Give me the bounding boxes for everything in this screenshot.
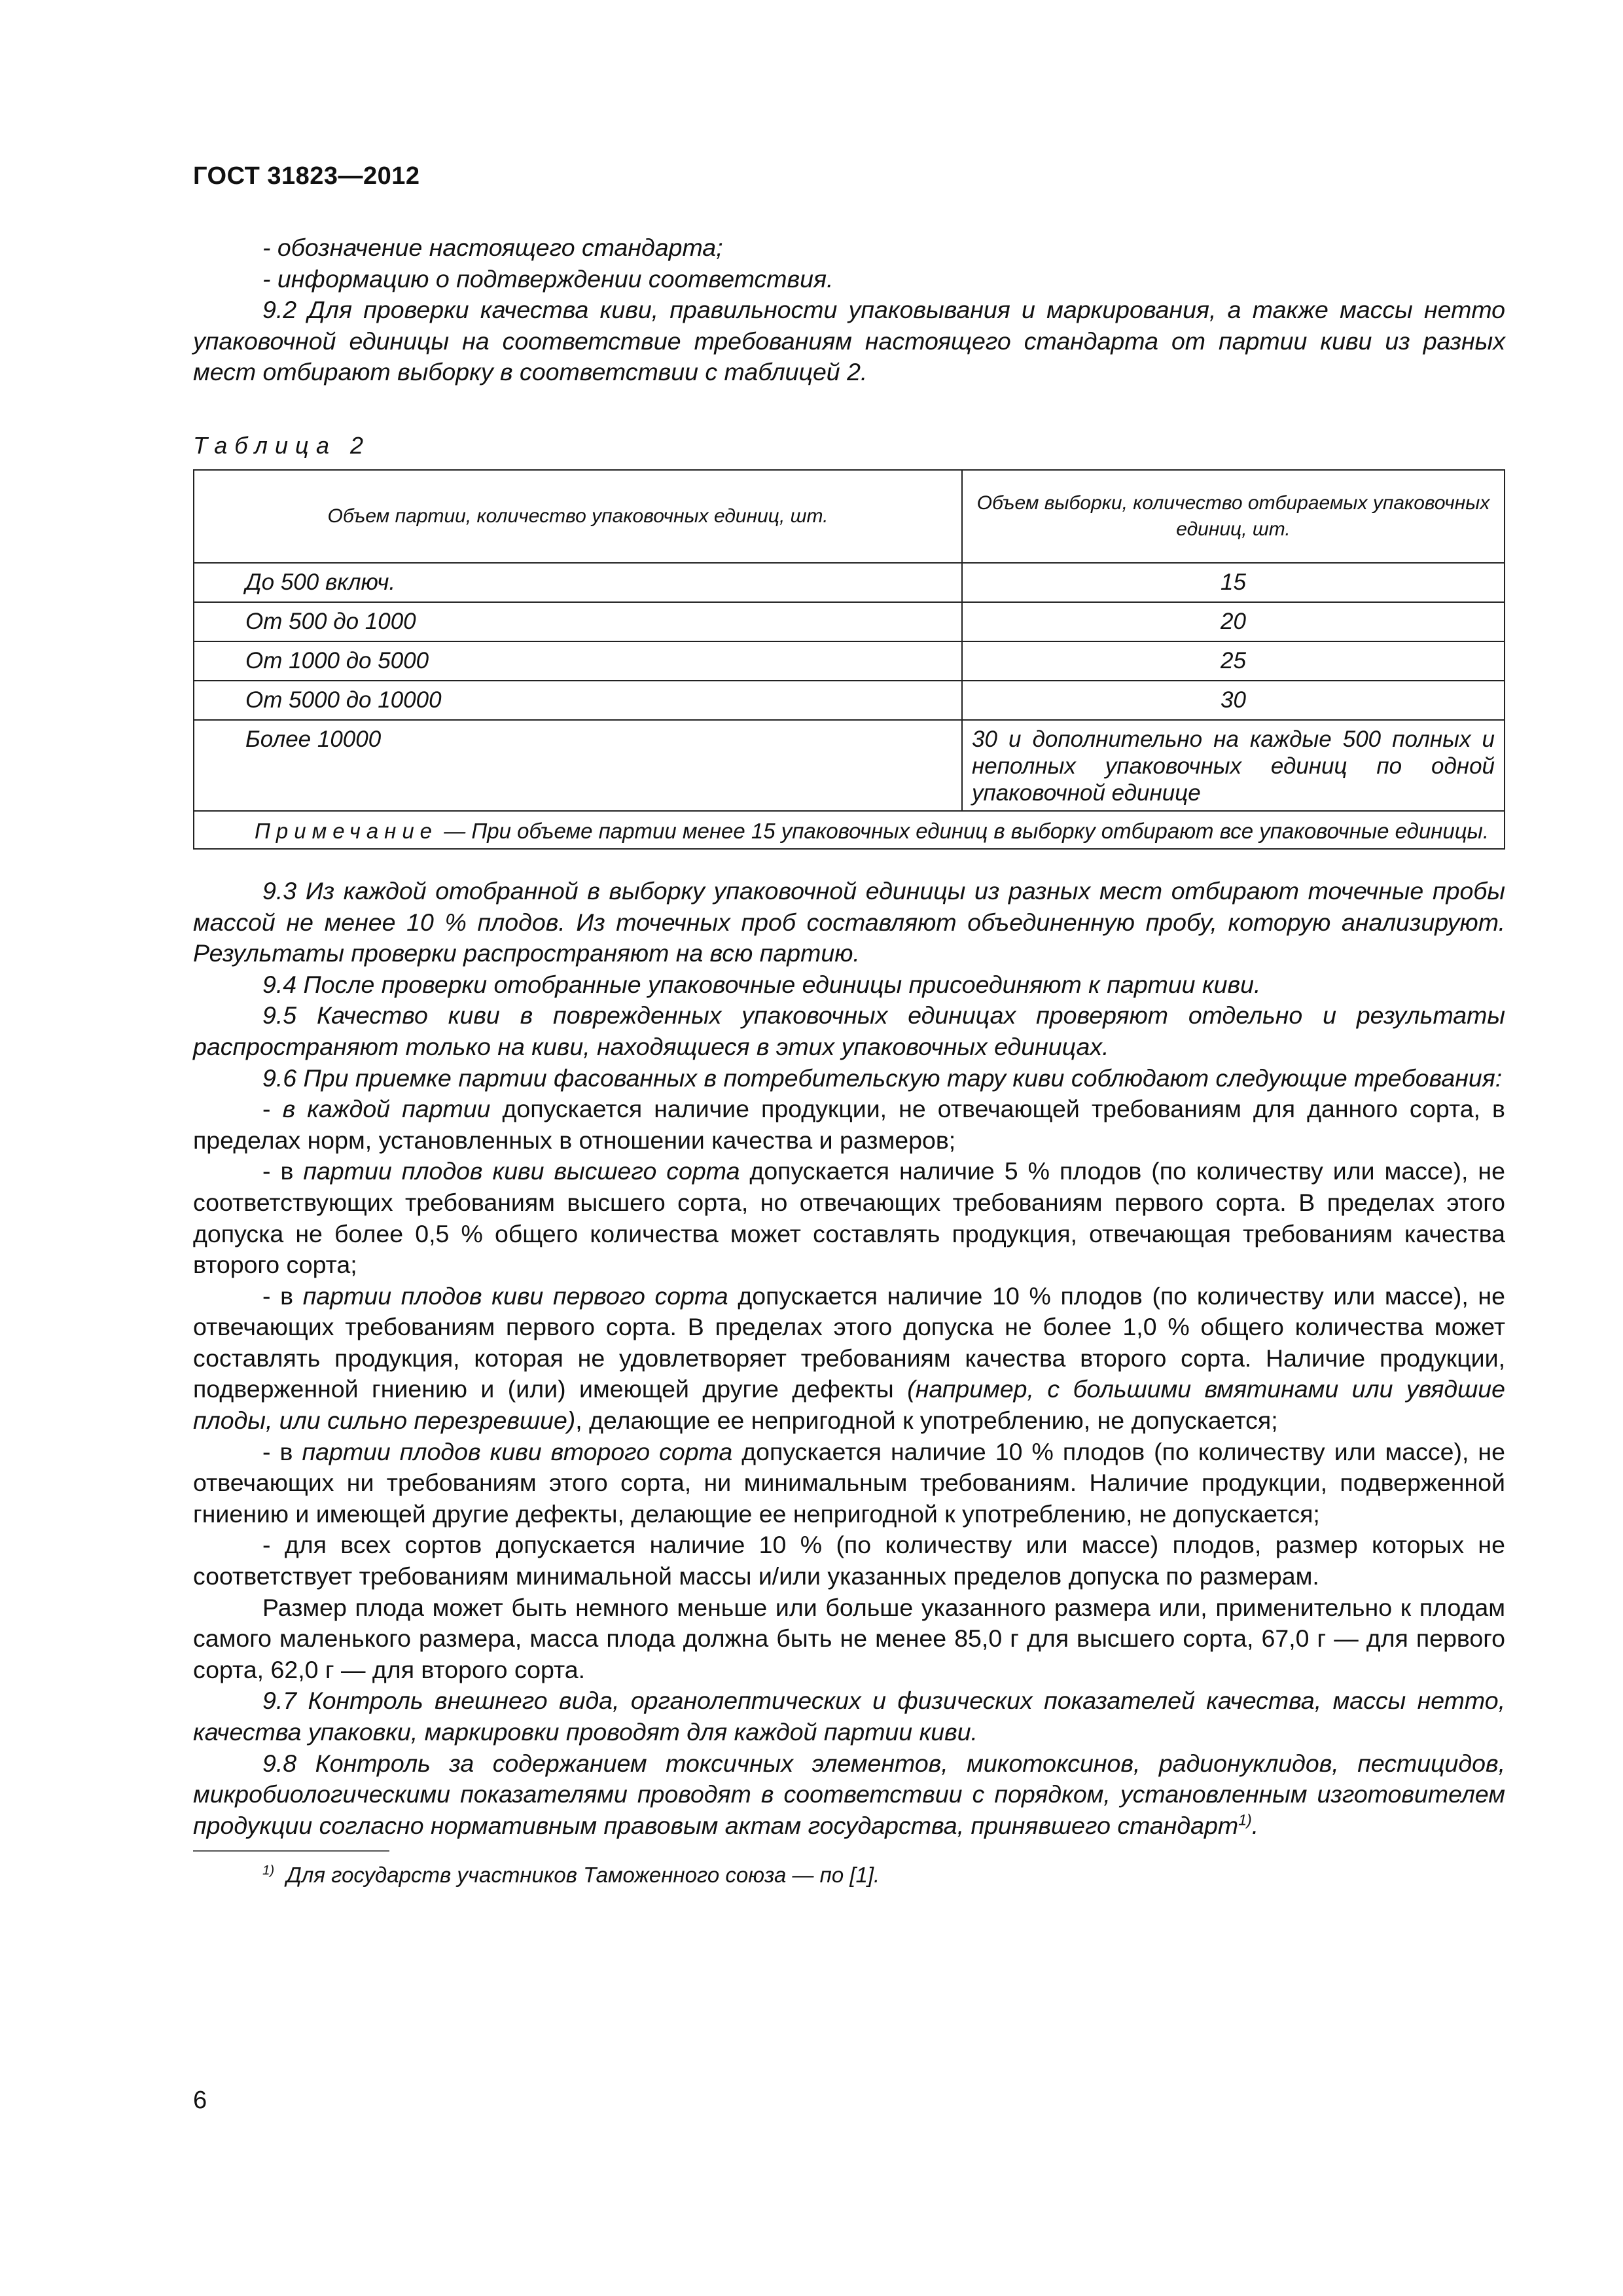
- emphasis: партии плодов киви первого сорта: [302, 1282, 728, 1310]
- size-paragraph: Размер плода может быть немного меньше или больше указанного размера или, применительно к плодам самого маленького размера, масса плода должна быть не менее 85,0 г для высшего сорта, 67,0 г — для первого сорта, 62,0 г — для второго сорта.: [193, 1593, 1505, 1683]
- table-cell: От 5000 до 10000: [194, 681, 962, 720]
- emphasis: в каждой партии: [282, 1095, 491, 1123]
- document-id: ГОСТ 31823—2012: [193, 162, 420, 190]
- emphasis: партии плодов киви высшего сорта: [303, 1157, 740, 1185]
- requirement-item: [193, 1281, 1505, 1437]
- footnote-number: 1): [262, 1863, 275, 1878]
- footnote-divider: [193, 1850, 389, 1852]
- footnote-text: Для государств участников Таможенного союза — по [1].: [286, 1863, 880, 1888]
- table-header-row: [194, 470, 1505, 563]
- table-note-row: [194, 811, 1505, 849]
- emphasis: партии плодов киви второго сорта: [302, 1437, 733, 1465]
- requirement-item: [193, 1156, 1505, 1280]
- paragraph-9-7: 9.7 Контроль внешнего вида, органолептических и физических показателей качества, массы нетто, качества упаковки, маркировки проводят для каждой партии киви.: [193, 1687, 1505, 1746]
- table-cell: Более 10000: [194, 720, 962, 811]
- table-cell: От 500 до 1000: [194, 602, 962, 641]
- table-header-cell: Объем партии, количество упаковочных единиц, шт.: [194, 470, 962, 563]
- dash: - в: [262, 1157, 304, 1185]
- table-row: [194, 641, 1505, 681]
- sampling-table: [193, 469, 1505, 850]
- table-cell: 20: [962, 602, 1505, 641]
- note-text: — При объеме партии менее 15 упаковочных единиц в выборку отбирают все упаковочные единицы.: [438, 818, 1489, 843]
- requirement-text: , делающие ее непригодной к употреблению, не допускается;: [575, 1407, 1278, 1435]
- table-cell: 30: [962, 681, 1505, 720]
- paragraph-9-6: 9.6 При приемке партии фасованных в потребительскую тару киви соблюдают следующие требования:: [262, 1064, 1503, 1092]
- table-row: [194, 563, 1505, 602]
- table-row: [194, 602, 1505, 641]
- requirement-item: - для всех сортов допускается наличие 10 % (по количеству или массе) плодов, размер которых не соответствует требованиям минимальной массы и/или указанных пределов допуска по размерам.: [193, 1531, 1505, 1590]
- table-cell: До 500 включ.: [194, 563, 962, 602]
- paragraph-9-4: 9.4 После проверки отобранные упаковочные единицы присоединяют к партии киви.: [262, 970, 1261, 998]
- dash: - в: [262, 1437, 302, 1465]
- table-row: [194, 681, 1505, 720]
- requirement-text: допускается наличие 10 % плодов (по количеству или массе), не отвечающих требованиям первого сорта. В пределах этого допуска не более 1,0 % общего количества может составлять продукция, которая не удовлетворяет требованиям качества второго сорта. Наличие продукции, подверженной гниению и (или) имеющей другие дефекты: [193, 1282, 1505, 1403]
- requirement-text: допускается наличие продукции, не отвечающей требованиям для данного сорта, в пределах норм, установленных в отношении качества и размеров;: [193, 1095, 1505, 1154]
- period: .: [1251, 1811, 1259, 1839]
- list-item: - информацию о подтверждении соответствия.: [262, 264, 834, 293]
- requirement-text: допускается наличие 5 % плодов (по количеству или массе), не соответствующих требованиям высшего сорта, но отвечающих требованиям первого сорта. В пределах этого допуска не более 0,5 % общего количества может составлять продукция, отвечающая требованиям качества второго сорта;: [193, 1157, 1505, 1279]
- emphasis: (например, с большими вмятинами или увядшие плоды, или сильно перезревшие): [193, 1375, 1506, 1435]
- list-item: - обозначение настоящего стандарта;: [262, 234, 723, 261]
- table-header-cell: Объем выборки, количество отбираемых упаковочных единиц, шт.: [962, 470, 1505, 563]
- page-body: [193, 232, 1505, 1890]
- footnote-marker: 1): [1238, 1811, 1252, 1829]
- requirement-text: допускается наличие 10 % плодов (по количеству или массе), не отвечающих ни требованиям этого сорта, ни минимальным требованиям. Наличие продукции, подверженной гниению и имеющей другие дефекты, делающие ее непригодной к употреблению, не допускается;: [193, 1437, 1505, 1528]
- paragraph-9-8: [193, 1748, 1505, 1842]
- paragraph-9-5: 9.5 Качество киви в поврежденных упаковочных единицах проверяют отдельно и результаты распространяют только на киви, находящиеся в этих упаковочных единицах.: [193, 1001, 1505, 1060]
- paragraph-9-2: 9.2 Для проверки качества киви, правильности упаковывания и маркирования, а также массы нетто упаковочной единицы на соответствие требованиям настоящего стандарта от партии киви из разных мест отбирают выборку в соответствии с таблицей 2.: [193, 296, 1505, 386]
- table-cell: 25: [962, 641, 1505, 681]
- footnote: [262, 1861, 1505, 1890]
- table-cell: От 1000 до 5000: [194, 641, 962, 681]
- table-cell: 15: [962, 563, 1505, 602]
- table-note: [194, 811, 1505, 849]
- page-number: 6: [193, 2087, 207, 2114]
- table-cell: 30 и дополнительно на каждые 500 полных и неполных упаковочных единиц по одной упаковочной единице: [962, 720, 1505, 811]
- dash: -: [262, 1095, 283, 1123]
- table-row: [194, 720, 1505, 811]
- requirement-item: [193, 1094, 1505, 1156]
- paragraph-9-8-text: 9.8 Контроль за содержанием токсичных элементов, микотоксинов, радионуклидов, пестицидов, микробиологическими показателями проводят в соответствии с порядком, установленным изготовителем продукции согласно нормативным правовым актам государства, принявшего стандарт: [193, 1749, 1505, 1839]
- requirement-item: [193, 1437, 1505, 1530]
- paragraph-9-3: 9.3 Из каждой отобранной в выборку упаковочной единицы из разных мест отбирают точечные пробы массой не менее 10 % плодов. Из точечных проб составляют объединенную пробу, которую анализируют. Результаты проверки распространяют на всю партию.: [193, 876, 1505, 967]
- note-label: Примечание: [255, 818, 438, 843]
- dash: - в: [262, 1282, 303, 1310]
- table-caption: Таблица 2: [193, 431, 371, 459]
